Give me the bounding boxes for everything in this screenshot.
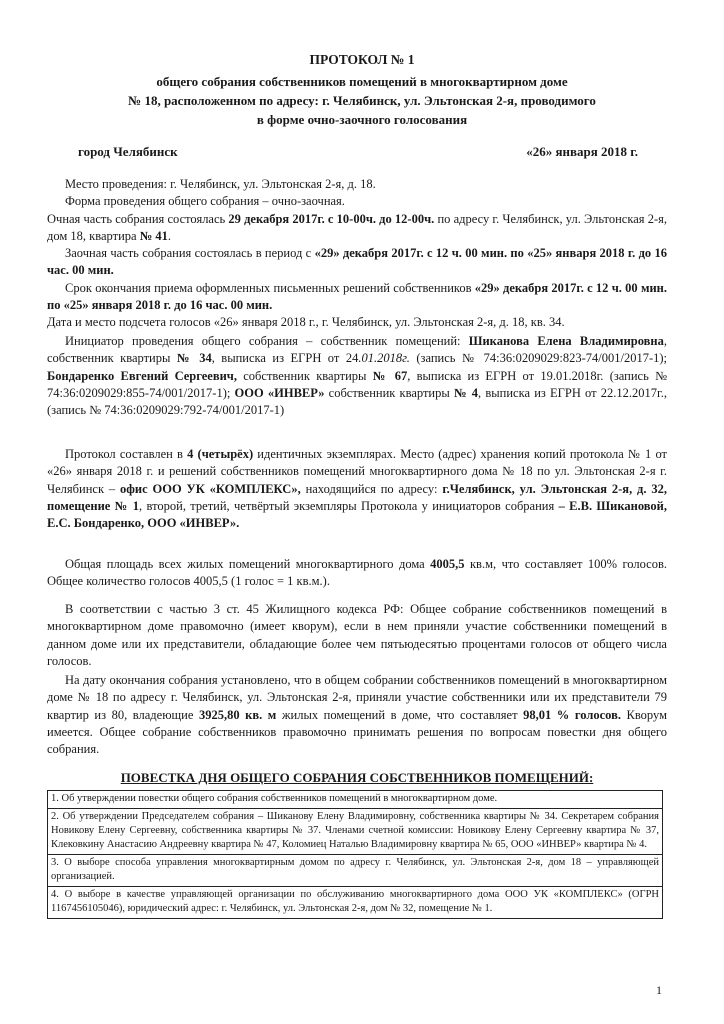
title-line-3: в форме очно-заочного голосования [256,112,468,127]
law-text: В соответствии с частью 3 ст. 45 Жилищного кодекса РФ: Общее собрание собственников помещений в многоквартирном доме правомочно (имеет кворум), если в нем приняли участие собственники помещений в данном доме или их представители, обладающие более чем пятьюдесятью процентами голосов от общего числа голосов. [47,602,667,668]
agenda-item-1: 1. Об утверждении повестки общего собрания собственников помещений в многоквартирном доме. [48,791,663,809]
agenda-row [48,855,663,887]
participating-area: 3925,80 кв. м [198,707,277,722]
meeting-details [47,176,667,332]
protocol-text: Протокол составлен в [65,447,188,461]
initiator-text: , выписка из ЕГРН от 19.01.2018г. (запись № 74:36:0209029:855-74/001/2017-1); [47,368,668,400]
initiator-text: собственник квартиры [236,368,373,383]
area-paragraph [47,556,667,591]
protocol-text: , второй, третий, четвёртый экземпляры Протокола у инициаторов собрания [139,498,559,513]
area-text: кв.м, что составляет 100% голосов. Общее количество голосов 4005,5 (1 голос = 1 кв.м.). [47,557,667,589]
initiator-text: Инициатор проведения общего собрания – собственник помещений: [65,334,469,348]
agenda-item-3: 3. О выборе способа управления многоквартирным домом по адресу г. Челябинск, ул. Эльтонская 2-я, дом 18 – управляющей организацией. [48,855,663,887]
meeting-place: Место проведения: г. Челябинск, ул. Эльтонская 2-я, д. 18. [65,177,376,191]
inperson-end: . [167,228,171,243]
law-paragraph [47,601,667,670]
absentee-part [47,245,667,280]
quorum-paragraph [47,672,667,758]
initiator-paragraph [47,333,667,419]
storage-address: г.Челябинск, ул. Эльтонская 2-я, д. 32, помещение № 1 [47,481,667,513]
initiator-text: собственник квартиры [324,385,454,400]
document-title: ПРОТОКОЛ № 1 [309,52,415,67]
initiator-text: , выписка из ЕГРН от 24 [211,351,359,366]
agenda-table [47,790,663,919]
copy-holders: – Е.В. Шикановой, Е.С. Бондаренко, ООО «ИНВЕР». [47,498,667,531]
inperson-text: Очная часть собрания состоялась [47,211,229,226]
area-text: Общая площадь всех жилых помещений многоквартирного дома [65,557,431,571]
inperson-time: 29 декабря 2017г. с 10-00ч. до 12-00ч. [228,211,435,226]
initiator-text: , собственник квартиры [47,334,667,366]
vote-percentage: 98,01 % голосов. [523,707,621,722]
absentee-text: Заочная часть собрания состоялась в период с [65,246,315,261]
initiator-text: , выписка из ЕГРН от 22.12.2017г., (запись № 74:36:0209029:792-74/001/2017-1) [47,385,667,418]
agenda-row [48,809,663,855]
initiator-apartment-3: № 4 [453,385,479,400]
agenda-item-2: 2. Об утверждении Председателем собрания – Шиканову Елену Владимировну, собственника квартиры № 34. Секретарем собрания Новикову Елену Сергеевну, собственника квартиры № 37. Членами счетной комиссии: Новикову Елену Сергеевну квартира № 37, Клековкину Анастасию Андреевну квартира № 47, Коломиец Наталью Владимировну квартира № 65, ООО «ИНВЕР» квартира № 4. [48,809,663,855]
copies-count: 4 (четырёх) [187,447,254,461]
meeting-form: Форма проведения общего собрания – очно-заочная. [65,194,345,209]
inperson-part [47,211,667,246]
initiator-name-1: Шиканова Елена Владимировна [468,334,664,348]
total-area: 4005,5 [430,557,465,571]
city: город Челябинск [78,144,178,159]
title-line-1: общего собрания собственников помещений в многоквартирном доме [156,74,568,89]
storage-office: офис ООО УК «КОМПЛЕКС», [120,481,301,496]
agenda-row [48,791,663,809]
initiator-name-3: ООО «ИНВЕР» [234,385,325,400]
decision-deadline [47,280,667,315]
inperson-address: по адресу г. Челябинск, ул. Эльтонская 2-я, дом 18, квартира [47,211,667,243]
quorum-text: На дату окончания собрания установлено, что в общем собрании собственников помещений в многоквартирном доме № 18 по адресу г. Челябинск, ул. Эльтонская 2-я, приняли участие собственники или их представители 79 квартир из 80, владеющие [47,673,667,722]
initiator-name-2: Бондаренко Евгений Сергеевич, [47,368,237,383]
agenda-title: ПОВЕСТКА ДНЯ ОБЩЕГО СОБРАНИЯ СОБСТВЕННИКОВ ПОМЕЩЕНИЙ: [120,770,594,785]
vote-count-info: Дата и место подсчета голосов «26» января 2018 г., г. Челябинск, ул. Эльтонская 2-я, д. 18, кв. 34. [47,315,565,330]
page-number: 1 [656,983,662,997]
agenda-row [48,887,663,919]
document-date: «26» января 2018 г. [526,144,638,159]
initiator-date-1: .01.2018г. [358,351,410,366]
deadline-period: «29» декабря 2017г. с 12 ч. 00 мин. по «25» января 2018 г. до 16 час. 00 мин. [47,280,667,313]
deadline-text: Срок окончания приема оформленных письменных решений собственников [65,280,475,295]
initiator-apartment-1: № 34 [176,351,212,366]
quorum-text: жилых помещений в доме, что составляет [276,707,524,722]
absentee-period: «29» декабря 2017г. с 12 ч. 00 мин. по «25» января 2018 г. до 16 час. 00 мин. [47,246,667,278]
initiator-apartment-2: № 67 [372,368,408,383]
protocol-paragraph [47,446,667,532]
inperson-apartment: № 41 [139,228,168,243]
initiator-text: (запись № 74:36:0209029:823-74/001/2017-1); [409,351,667,366]
title-line-2: № 18, расположенном по адресу: г. Челябинск, ул. Эльтонская 2-я, проводимого [128,93,596,108]
protocol-text: идентичных экземплярах. Место (адрес) хранения копий протокола № 1 от «26» января 2018 г. и решений собственников помещений многоквартирного дома № 18 по ул. Эльтонская 2-я г. Челябинск – [47,447,668,496]
quorum-text: Кворум имеется. Общее собрание собственников правомочно принимать решения по вопросам повестки дня общего собрания. [47,707,667,757]
protocol-text: находящийся по адресу: [300,481,443,496]
agenda-item-4: 4. О выборе в качестве управляющей организации по обслуживанию многоквартирного дома ООО УК «КОМПЛЕКС» (ОГРН 1167456105046), юридический адрес: г. Челябинск, ул. Эльтонская 2-я, дом № 32, помещение № 1. [48,887,663,919]
